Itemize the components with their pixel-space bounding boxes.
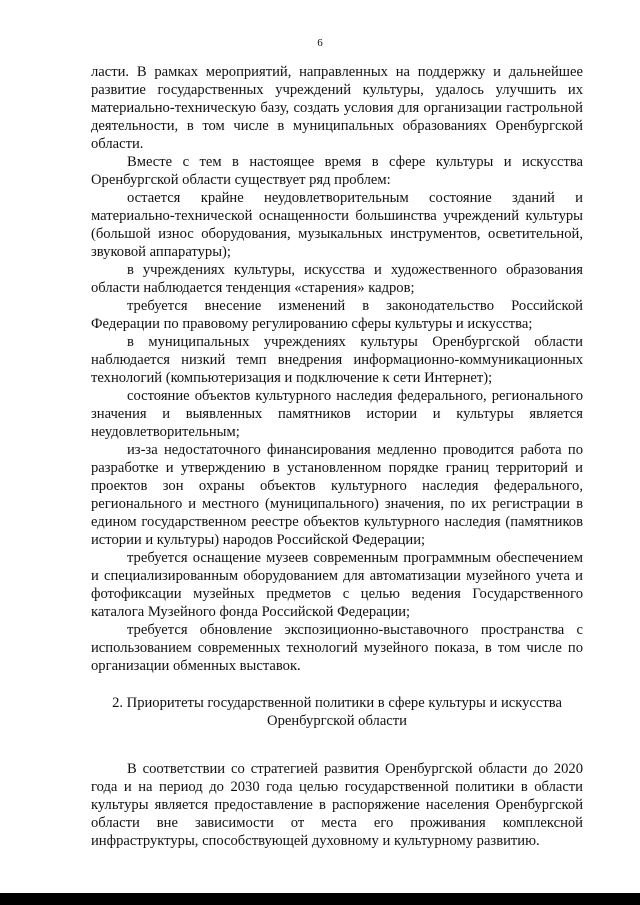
section-heading: 2. Приоритеты государственной политики в сфере культуры и искусства Оренбургской области bbox=[112, 695, 562, 729]
problem-item-legislation: требуется внесение изменений в законодательство Российской Федерации по правовому регулированию сферы культуры и искусства; bbox=[91, 298, 583, 332]
problem-item-museum-equipment: требуется оснащение музеев современным программным обеспечением и специализированным оборудованием для автоматизации музейного учета и фотофиксации музейных предметов с целью ведения Государственного каталога Музейного фонда Российской Федерации; bbox=[91, 550, 583, 620]
paragraph-continuation: ласти. В рамках мероприятий, направленных на поддержку и дальнейшее развитие государственных учреждений культуры, удалось улучшить их материально-техническую базу, создать условия для организации гастрольной деятельности, в том числе в муниципальных образованиях Оренбургской области. bbox=[91, 64, 583, 152]
problem-item-financing: из-за недостаточного финансирования медленно проводится работа по разработке и утверждению в установленном порядке границ территорий и проектов зон охраны объектов культурного наследия федерального, регионального и местного (муниципального) значения, по их регистрации в едином государственном реестре объектов культурного наследия (памятников истории и культуры) народов Российской Федерации; bbox=[91, 442, 583, 548]
scan-bottom-border bbox=[0, 893, 640, 905]
page-number: 6 bbox=[317, 37, 323, 49]
problem-item-exhibition-space: требуется обновление экспозиционно-выставочного пространства с использованием современных технологий музейного показа, в том числе по организации обменных выставок. bbox=[91, 622, 583, 674]
section-paragraph: В соответствии со стратегией развития Оренбургской области до 2020 года и на период до 2030 года целью государственной политики в области культуры является предоставление в распоряжение населения Оренбургской области вне зависимости от места его проживания комплексной инфраструктуры, способствующей духовному и культурному развитию. bbox=[91, 761, 583, 849]
problem-item-ict: в муниципальных учреждениях культуры Оренбургской области наблюдается низкий темп внедрения информационно-коммуникационных технологий (компьютеризация и подключение к сети Интернет); bbox=[91, 334, 583, 386]
problem-item-buildings: остается крайне неудовлетворительным состояние зданий и материально-технической оснащенности большинства учреждений культуры (большой износ оборудования, музыкальных инструментов, осветительной, звуковой аппаратуры); bbox=[91, 190, 583, 260]
problem-item-staff-aging: в учреждениях культуры, искусства и художественного образования области наблюдается тенденция «старения» кадров; bbox=[91, 262, 583, 296]
problem-item-heritage-state: состояние объектов культурного наследия федерального, регионального значения и выявленных памятников истории и культуры является неудовлетворительным; bbox=[91, 388, 583, 440]
paragraph-problems-intro: Вместе с тем в настоящее время в сфере культуры и искусства Оренбургской области существует ряд проблем: bbox=[91, 154, 583, 188]
document-body bbox=[91, 63, 583, 850]
